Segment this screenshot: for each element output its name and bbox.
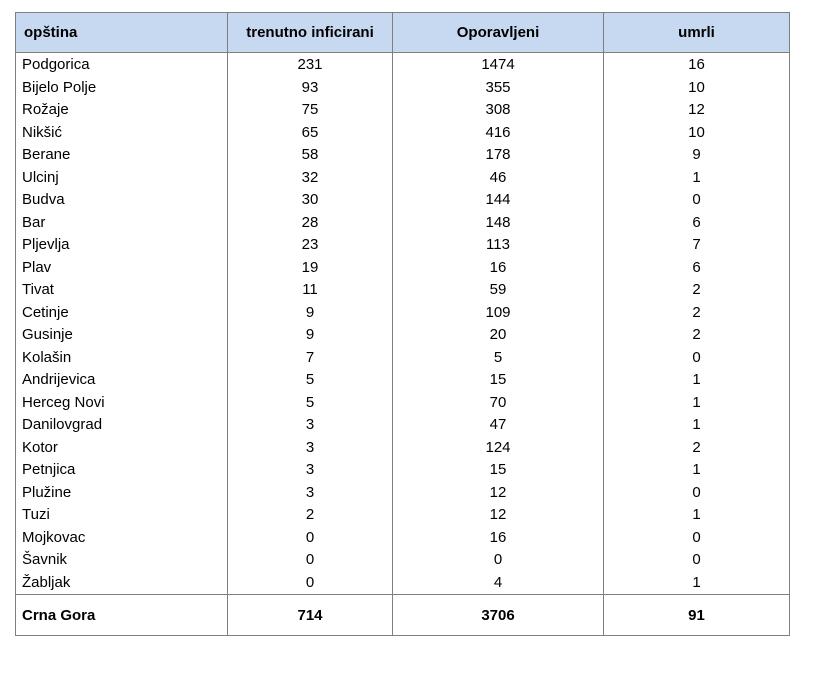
infected-cell: 231 bbox=[228, 53, 393, 77]
deaths-cell: 9 bbox=[604, 144, 790, 167]
deaths-cell: 1 bbox=[604, 572, 790, 595]
infected-cell: 23 bbox=[228, 234, 393, 257]
header-municipality: opština bbox=[16, 13, 228, 53]
infected-cell: 75 bbox=[228, 99, 393, 122]
recovered-cell: 47 bbox=[393, 414, 604, 437]
municipality-cell: Herceg Novi bbox=[16, 392, 228, 415]
recovered-cell: 416 bbox=[393, 122, 604, 145]
municipality-cell: Bar bbox=[16, 212, 228, 235]
municipality-cell: Bijelo Polje bbox=[16, 77, 228, 100]
table-row bbox=[16, 437, 790, 460]
covid-municipality-table bbox=[15, 12, 790, 636]
recovered-cell: 148 bbox=[393, 212, 604, 235]
municipality-cell: Berane bbox=[16, 144, 228, 167]
table-row bbox=[16, 257, 790, 280]
recovered-cell: 124 bbox=[393, 437, 604, 460]
infected-cell: 93 bbox=[228, 77, 393, 100]
recovered-cell: 15 bbox=[393, 459, 604, 482]
total-label: Crna Gora bbox=[16, 595, 228, 636]
infected-cell: 11 bbox=[228, 279, 393, 302]
deaths-cell: 1 bbox=[604, 414, 790, 437]
municipality-cell: Andrijevica bbox=[16, 369, 228, 392]
table-row bbox=[16, 99, 790, 122]
infected-cell: 32 bbox=[228, 167, 393, 190]
recovered-cell: 113 bbox=[393, 234, 604, 257]
recovered-cell: 12 bbox=[393, 504, 604, 527]
header-deaths: umrli bbox=[604, 13, 790, 53]
deaths-cell: 10 bbox=[604, 77, 790, 100]
municipality-cell: Šavnik bbox=[16, 549, 228, 572]
table-row bbox=[16, 369, 790, 392]
infected-cell: 28 bbox=[228, 212, 393, 235]
header-currently-infected: trenutno inficirani bbox=[228, 13, 393, 53]
recovered-cell: 16 bbox=[393, 257, 604, 280]
total-deaths: 91 bbox=[604, 595, 790, 636]
infected-cell: 19 bbox=[228, 257, 393, 280]
recovered-cell: 4 bbox=[393, 572, 604, 595]
deaths-cell: 1 bbox=[604, 167, 790, 190]
deaths-cell: 12 bbox=[604, 99, 790, 122]
recovered-cell: 355 bbox=[393, 77, 604, 100]
table-row bbox=[16, 549, 790, 572]
municipality-cell: Danilovgrad bbox=[16, 414, 228, 437]
table-row bbox=[16, 279, 790, 302]
table-row bbox=[16, 302, 790, 325]
recovered-cell: 15 bbox=[393, 369, 604, 392]
table-row bbox=[16, 459, 790, 482]
municipality-cell: Petnjica bbox=[16, 459, 228, 482]
deaths-cell: 2 bbox=[604, 437, 790, 460]
infected-cell: 3 bbox=[228, 459, 393, 482]
deaths-cell: 6 bbox=[604, 257, 790, 280]
table-total-row bbox=[16, 595, 790, 636]
municipality-cell: Podgorica bbox=[16, 53, 228, 77]
deaths-cell: 0 bbox=[604, 482, 790, 505]
table-row bbox=[16, 144, 790, 167]
municipality-cell: Cetinje bbox=[16, 302, 228, 325]
recovered-cell: 308 bbox=[393, 99, 604, 122]
header-recovered: Oporavljeni bbox=[393, 13, 604, 53]
municipality-cell: Kotor bbox=[16, 437, 228, 460]
total-currently-infected: 714 bbox=[228, 595, 393, 636]
infected-cell: 3 bbox=[228, 414, 393, 437]
recovered-cell: 20 bbox=[393, 324, 604, 347]
municipality-cell: Žabljak bbox=[16, 572, 228, 595]
table-row bbox=[16, 122, 790, 145]
table-row bbox=[16, 504, 790, 527]
infected-cell: 9 bbox=[228, 324, 393, 347]
deaths-cell: 2 bbox=[604, 324, 790, 347]
deaths-cell: 1 bbox=[604, 369, 790, 392]
recovered-cell: 70 bbox=[393, 392, 604, 415]
deaths-cell: 2 bbox=[604, 302, 790, 325]
infected-cell: 5 bbox=[228, 369, 393, 392]
infected-cell: 3 bbox=[228, 482, 393, 505]
recovered-cell: 178 bbox=[393, 144, 604, 167]
infected-cell: 9 bbox=[228, 302, 393, 325]
table-row bbox=[16, 572, 790, 595]
table-row bbox=[16, 347, 790, 370]
recovered-cell: 46 bbox=[393, 167, 604, 190]
table-row bbox=[16, 53, 790, 77]
deaths-cell: 1 bbox=[604, 392, 790, 415]
infected-cell: 58 bbox=[228, 144, 393, 167]
municipality-cell: Pljevlja bbox=[16, 234, 228, 257]
deaths-cell: 2 bbox=[604, 279, 790, 302]
table-row bbox=[16, 392, 790, 415]
table-row bbox=[16, 414, 790, 437]
municipality-cell: Rožaje bbox=[16, 99, 228, 122]
table-header-row bbox=[16, 13, 790, 53]
municipality-cell: Budva bbox=[16, 189, 228, 212]
table-row bbox=[16, 482, 790, 505]
deaths-cell: 6 bbox=[604, 212, 790, 235]
recovered-cell: 5 bbox=[393, 347, 604, 370]
covid-table-container bbox=[15, 12, 790, 636]
deaths-cell: 0 bbox=[604, 549, 790, 572]
recovered-cell: 144 bbox=[393, 189, 604, 212]
table-row bbox=[16, 77, 790, 100]
table-row bbox=[16, 234, 790, 257]
municipality-cell: Tivat bbox=[16, 279, 228, 302]
infected-cell: 7 bbox=[228, 347, 393, 370]
recovered-cell: 0 bbox=[393, 549, 604, 572]
recovered-cell: 12 bbox=[393, 482, 604, 505]
table-row bbox=[16, 527, 790, 550]
infected-cell: 3 bbox=[228, 437, 393, 460]
total-recovered: 3706 bbox=[393, 595, 604, 636]
infected-cell: 65 bbox=[228, 122, 393, 145]
municipality-cell: Kolašin bbox=[16, 347, 228, 370]
infected-cell: 0 bbox=[228, 527, 393, 550]
deaths-cell: 0 bbox=[604, 347, 790, 370]
recovered-cell: 59 bbox=[393, 279, 604, 302]
municipality-cell: Nikšić bbox=[16, 122, 228, 145]
municipality-cell: Gusinje bbox=[16, 324, 228, 347]
municipality-cell: Plužine bbox=[16, 482, 228, 505]
infected-cell: 0 bbox=[228, 549, 393, 572]
table-row bbox=[16, 324, 790, 347]
municipality-cell: Ulcinj bbox=[16, 167, 228, 190]
municipality-cell: Plav bbox=[16, 257, 228, 280]
recovered-cell: 16 bbox=[393, 527, 604, 550]
deaths-cell: 7 bbox=[604, 234, 790, 257]
table-row bbox=[16, 167, 790, 190]
table-row bbox=[16, 212, 790, 235]
infected-cell: 5 bbox=[228, 392, 393, 415]
infected-cell: 0 bbox=[228, 572, 393, 595]
infected-cell: 30 bbox=[228, 189, 393, 212]
deaths-cell: 0 bbox=[604, 189, 790, 212]
table-row bbox=[16, 189, 790, 212]
infected-cell: 2 bbox=[228, 504, 393, 527]
deaths-cell: 10 bbox=[604, 122, 790, 145]
deaths-cell: 16 bbox=[604, 53, 790, 77]
deaths-cell: 1 bbox=[604, 504, 790, 527]
municipality-cell: Mojkovac bbox=[16, 527, 228, 550]
recovered-cell: 109 bbox=[393, 302, 604, 325]
deaths-cell: 1 bbox=[604, 459, 790, 482]
recovered-cell: 1474 bbox=[393, 53, 604, 77]
deaths-cell: 0 bbox=[604, 527, 790, 550]
municipality-cell: Tuzi bbox=[16, 504, 228, 527]
